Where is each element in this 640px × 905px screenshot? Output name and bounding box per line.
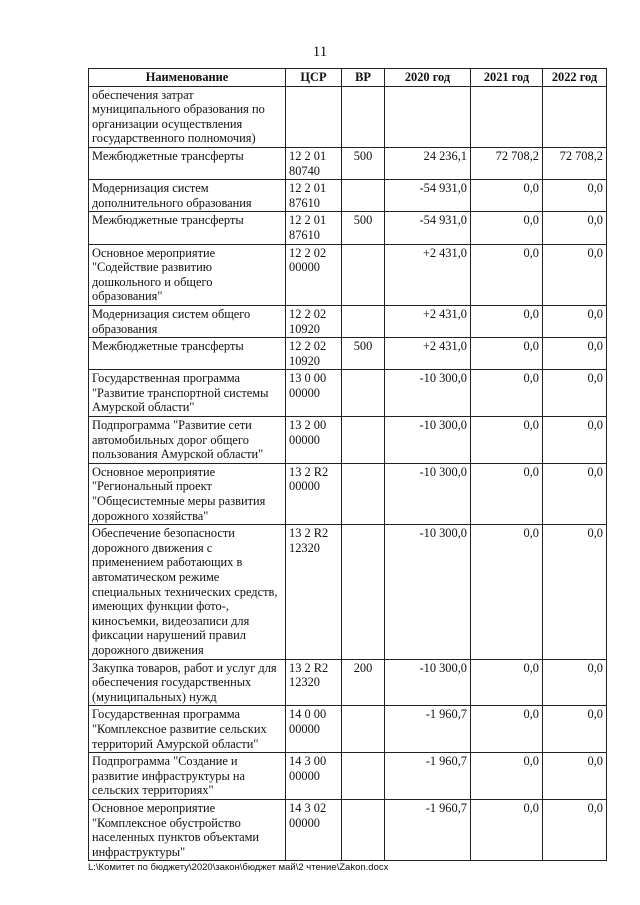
header-vr: ВР bbox=[342, 69, 385, 87]
cell-2021: 0,0 bbox=[471, 525, 543, 659]
cell-name: обеспечения затрат муниципального образования по организации осуществления государственного полномочия) bbox=[89, 86, 286, 147]
cell-2022: 0,0 bbox=[543, 753, 607, 800]
cell-2020: -10 300,0 bbox=[385, 417, 471, 464]
cell-vr bbox=[342, 305, 385, 337]
cell-2020: -1 960,7 bbox=[385, 799, 471, 860]
cell-2021: 0,0 bbox=[471, 180, 543, 212]
cell-csr bbox=[286, 86, 342, 147]
cell-csr: 14 3 00 00000 bbox=[286, 753, 342, 800]
cell-csr: 12 2 01 80740 bbox=[286, 147, 342, 179]
table-row bbox=[89, 305, 607, 337]
table-row bbox=[89, 463, 607, 524]
cell-name: Основное мероприятие "Содействие развитию дошкольного и общего образования" bbox=[89, 244, 286, 305]
cell-2022: 0,0 bbox=[543, 305, 607, 337]
cell-vr: 500 bbox=[342, 338, 385, 370]
cell-name: Государственная программа "Развитие транспортной системы Амурской области" bbox=[89, 370, 286, 417]
cell-2021: 0,0 bbox=[471, 659, 543, 706]
cell-vr bbox=[342, 180, 385, 212]
cell-csr: 12 2 02 00000 bbox=[286, 244, 342, 305]
cell-2021: 0,0 bbox=[471, 305, 543, 337]
table-row bbox=[89, 86, 607, 147]
cell-2020: -10 300,0 bbox=[385, 659, 471, 706]
cell-name: Подпрограмма "Развитие сети автомобильных дорог общего пользования Амурской области" bbox=[89, 417, 286, 464]
cell-2021 bbox=[471, 86, 543, 147]
cell-2022: 0,0 bbox=[543, 338, 607, 370]
cell-vr bbox=[342, 417, 385, 464]
cell-2021: 0,0 bbox=[471, 244, 543, 305]
cell-vr bbox=[342, 799, 385, 860]
cell-vr bbox=[342, 525, 385, 659]
cell-name: Межбюджетные трансферты bbox=[89, 147, 286, 179]
cell-2020: +2 431,0 bbox=[385, 338, 471, 370]
cell-csr: 13 2 00 00000 bbox=[286, 417, 342, 464]
cell-name: Межбюджетные трансферты bbox=[89, 338, 286, 370]
cell-2020: -10 300,0 bbox=[385, 370, 471, 417]
cell-vr bbox=[342, 463, 385, 524]
table-body bbox=[89, 86, 607, 861]
cell-csr: 12 2 02 10920 bbox=[286, 305, 342, 337]
table-row bbox=[89, 659, 607, 706]
cell-2021: 0,0 bbox=[471, 370, 543, 417]
cell-2020: -54 931,0 bbox=[385, 212, 471, 244]
cell-2020: +2 431,0 bbox=[385, 305, 471, 337]
page-number: 11 bbox=[312, 44, 328, 60]
cell-2022: 0,0 bbox=[543, 799, 607, 860]
cell-name: Основное мероприятие "Региональный проект "Общесистемные меры развития дорожного хозяйства" bbox=[89, 463, 286, 524]
cell-2020: -1 960,7 bbox=[385, 753, 471, 800]
table-row bbox=[89, 753, 607, 800]
cell-name: Основное мероприятие "Комплексное обустройство населенных пунктов объектами инфраструктуры" bbox=[89, 799, 286, 860]
cell-2020: -10 300,0 bbox=[385, 463, 471, 524]
table-row bbox=[89, 338, 607, 370]
cell-vr bbox=[342, 244, 385, 305]
cell-2021: 0,0 bbox=[471, 463, 543, 524]
header-2022: 2022 год bbox=[543, 69, 607, 87]
table-row bbox=[89, 370, 607, 417]
cell-csr: 13 2 R2 00000 bbox=[286, 463, 342, 524]
cell-csr: 14 3 02 00000 bbox=[286, 799, 342, 860]
cell-2021: 0,0 bbox=[471, 706, 543, 753]
table-header-row bbox=[89, 69, 607, 87]
header-csr: ЦСР bbox=[286, 69, 342, 87]
cell-name: Межбюджетные трансферты bbox=[89, 212, 286, 244]
header-name: Наименование bbox=[89, 69, 286, 87]
cell-csr: 12 2 01 87610 bbox=[286, 212, 342, 244]
cell-2022: 0,0 bbox=[543, 525, 607, 659]
cell-2022: 0,0 bbox=[543, 180, 607, 212]
cell-2020: -1 960,7 bbox=[385, 706, 471, 753]
cell-2022: 72 708,2 bbox=[543, 147, 607, 179]
cell-name: Обеспечение безопасности дорожного движения с применением работающих в автоматическом режиме специальных технических средств, имеющих функции фото-, киносъемки, видеозаписи для фиксации нарушений правил дорожного движения bbox=[89, 525, 286, 659]
cell-2020: -10 300,0 bbox=[385, 525, 471, 659]
cell-2020: 24 236,1 bbox=[385, 147, 471, 179]
cell-csr: 13 2 R2 12320 bbox=[286, 525, 342, 659]
table-row bbox=[89, 525, 607, 659]
footer-file-path: L:\Комитет по бюджету\2020\закон\бюджет май\2 чтение\Zakon.docx bbox=[88, 862, 389, 873]
header-2020: 2020 год bbox=[385, 69, 471, 87]
cell-2022: 0,0 bbox=[543, 417, 607, 464]
cell-name: Государственная программа "Комплексное развитие сельских территорий Амурской области" bbox=[89, 706, 286, 753]
cell-2021: 0,0 bbox=[471, 799, 543, 860]
table-row bbox=[89, 706, 607, 753]
header-2021: 2021 год bbox=[471, 69, 543, 87]
cell-vr bbox=[342, 706, 385, 753]
cell-name: Подпрограмма "Создание и развитие инфраструктуры на сельских территориях" bbox=[89, 753, 286, 800]
cell-2021: 0,0 bbox=[471, 417, 543, 464]
cell-csr: 12 2 02 10920 bbox=[286, 338, 342, 370]
cell-vr: 200 bbox=[342, 659, 385, 706]
cell-vr bbox=[342, 86, 385, 147]
cell-vr: 500 bbox=[342, 212, 385, 244]
cell-2022: 0,0 bbox=[543, 463, 607, 524]
cell-vr bbox=[342, 753, 385, 800]
table-row bbox=[89, 417, 607, 464]
table-row bbox=[89, 180, 607, 212]
cell-vr: 500 bbox=[342, 147, 385, 179]
cell-csr: 13 2 R2 12320 bbox=[286, 659, 342, 706]
cell-name: Закупка товаров, работ и услуг для обеспечения государственных (муниципальных) нужд bbox=[89, 659, 286, 706]
cell-2022: 0,0 bbox=[543, 370, 607, 417]
cell-2022: 0,0 bbox=[543, 706, 607, 753]
table-row bbox=[89, 244, 607, 305]
cell-2022 bbox=[543, 86, 607, 147]
cell-2020: +2 431,0 bbox=[385, 244, 471, 305]
cell-2022: 0,0 bbox=[543, 244, 607, 305]
table-row bbox=[89, 147, 607, 179]
budget-table bbox=[88, 68, 607, 861]
cell-csr: 12 2 01 87610 bbox=[286, 180, 342, 212]
table-row bbox=[89, 799, 607, 860]
cell-2021: 0,0 bbox=[471, 212, 543, 244]
cell-2022: 0,0 bbox=[543, 659, 607, 706]
table-row bbox=[89, 212, 607, 244]
cell-name: Модернизация систем общего образования bbox=[89, 305, 286, 337]
cell-name: Модернизация систем дополнительного образования bbox=[89, 180, 286, 212]
cell-csr: 13 0 00 00000 bbox=[286, 370, 342, 417]
cell-csr: 14 0 00 00000 bbox=[286, 706, 342, 753]
cell-2022: 0,0 bbox=[543, 212, 607, 244]
cell-2021: 0,0 bbox=[471, 338, 543, 370]
cell-2021: 72 708,2 bbox=[471, 147, 543, 179]
cell-2021: 0,0 bbox=[471, 753, 543, 800]
cell-vr bbox=[342, 370, 385, 417]
cell-2020: -54 931,0 bbox=[385, 180, 471, 212]
cell-2020 bbox=[385, 86, 471, 147]
